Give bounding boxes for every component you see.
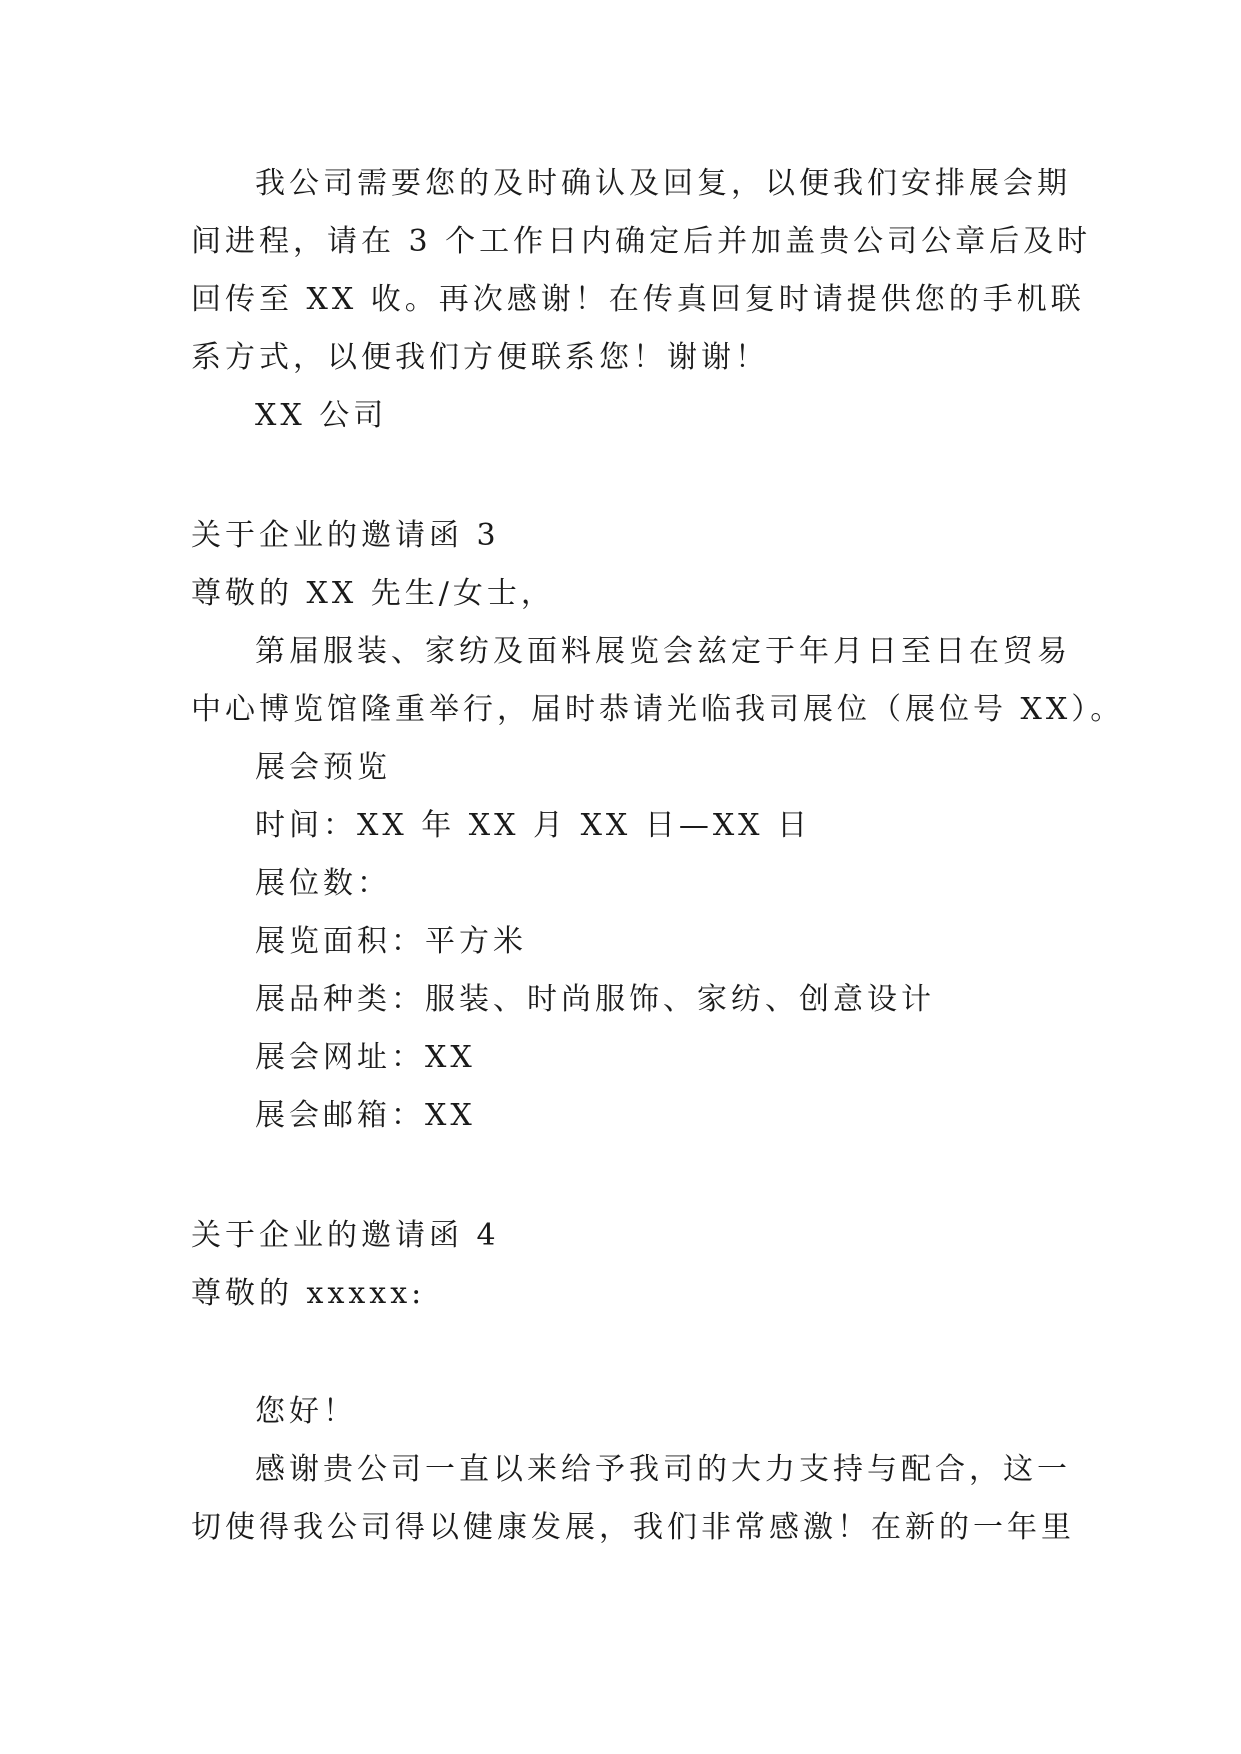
paragraph-line: 中心博览馆隆重举行，届时恭请光临我司展位（展位号 XX）。 [191,692,1125,727]
detail-line: 展览面积：平方米 [255,924,527,959]
paragraph-line: 感谢贵公司一直以来给予我司的大力支持与配合，这一 [255,1452,1071,1487]
salutation: 尊敬的 XX 先生/女士， [191,576,555,611]
detail-line: 展会网址：XX [255,1040,476,1075]
section-heading: 展会预览 [255,750,391,785]
detail-line: 展品种类：服装、时尚服饰、家纺、创意设计 [255,982,935,1017]
letter-title: 关于企业的邀请函 3 [191,518,500,553]
paragraph-line: 我公司需要您的及时确认及回复，以便我们安排展会期 [255,166,1071,201]
paragraph-line: 回传至 XX 收。再次感谢！在传真回复时请提供您的手机联 [191,282,1085,317]
letter-title: 关于企业的邀请函 4 [191,1218,500,1253]
paragraph-line: 第届服装、家纺及面料展览会兹定于年月日至日在贸易 [255,634,1071,669]
greeting: 您好！ [255,1394,357,1429]
paragraph-line: 间进程，请在 3 个工作日内确定后并加盖贵公司公章后及时 [191,224,1092,259]
signature: XX 公司 [255,398,388,433]
salutation: 尊敬的 xxxxx: [191,1276,426,1311]
detail-line: 展位数： [255,866,391,901]
paragraph-line: 系方式，以便我们方便联系您！谢谢！ [191,340,769,375]
paragraph-line: 切使得我公司得以健康发展，我们非常感激！在新的一年里 [191,1510,1075,1545]
detail-line: 时间：XX 年 XX 月 XX 日—XX 日 [255,808,812,843]
detail-line: 展会邮箱：XX [255,1098,476,1133]
